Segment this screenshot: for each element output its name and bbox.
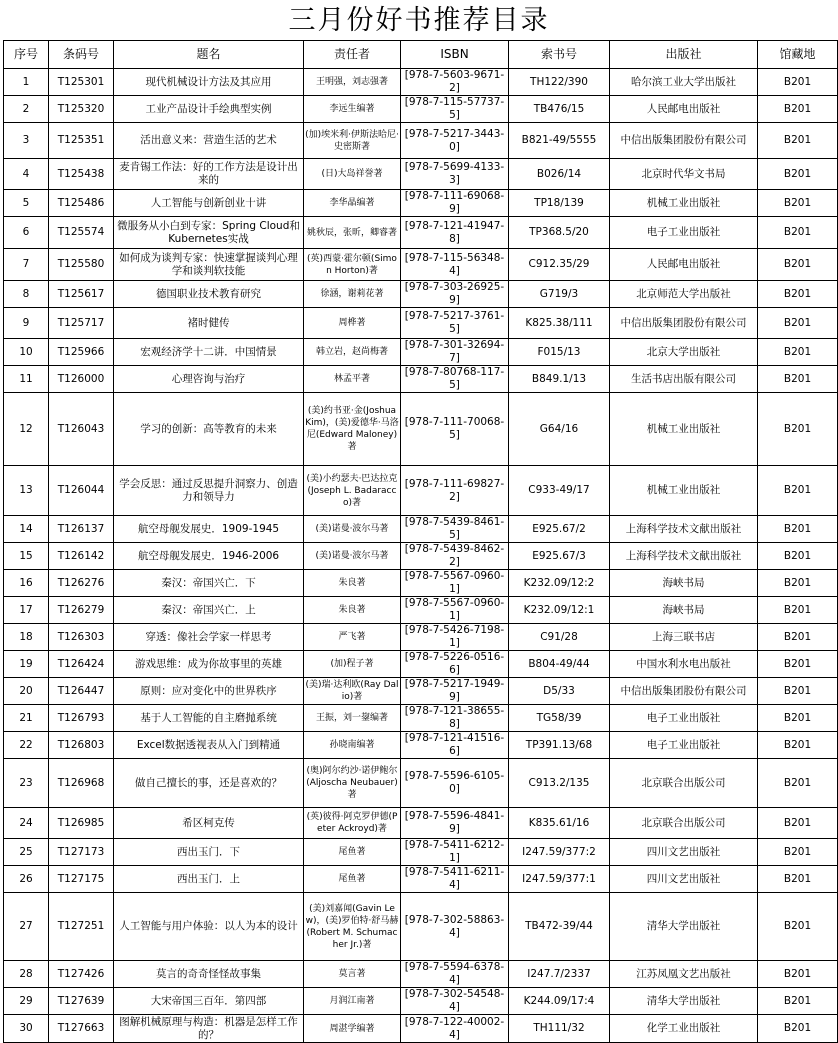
row-author: 周湛学编著 — [304, 1015, 401, 1043]
row-seq: 8 — [4, 281, 49, 308]
row-publisher: 海峡书局 — [610, 597, 758, 624]
col-header-location: 馆藏地 — [758, 41, 838, 69]
row-author: (美)约书亚·金(Joshua Kim)，(美)爱德华·马洛尼(Edward Maloney)著 — [304, 393, 401, 466]
row-seq: 21 — [4, 705, 49, 732]
table-row — [4, 123, 838, 159]
row-title: 做自己擅长的事，还是喜欢的？ — [114, 759, 304, 808]
row-isbn: [978-7-121-41947-8] — [401, 217, 509, 249]
row-author: 朱良著 — [304, 597, 401, 624]
row-location: B201 — [758, 281, 838, 308]
table-row — [4, 759, 838, 808]
row-isbn: [978-7-111-70068-5] — [401, 393, 509, 466]
row-location: B201 — [758, 366, 838, 393]
table-row — [4, 597, 838, 624]
row-callno: TB476/15 — [509, 96, 610, 123]
row-callno: I247.59/377:1 — [509, 866, 610, 893]
row-barcode: T125717 — [49, 308, 114, 339]
col-header-title: 题名 — [114, 41, 304, 69]
row-publisher: 机械工业出版社 — [610, 466, 758, 516]
table-row — [4, 543, 838, 570]
row-seq: 15 — [4, 543, 49, 570]
row-location: B201 — [758, 624, 838, 651]
table-row — [4, 570, 838, 597]
row-publisher: 电子工业出版社 — [610, 217, 758, 249]
row-author: 莫言著 — [304, 961, 401, 988]
row-barcode: T126276 — [49, 570, 114, 597]
row-author: 王明强，刘志强著 — [304, 69, 401, 96]
row-barcode: T125617 — [49, 281, 114, 308]
row-isbn: [978-7-111-69827-2] — [401, 466, 509, 516]
row-seq: 17 — [4, 597, 49, 624]
row-title: 穿透：像社会学家一样思考 — [114, 624, 304, 651]
row-seq: 29 — [4, 988, 49, 1015]
row-author: 严飞著 — [304, 624, 401, 651]
table-row — [4, 678, 838, 705]
row-isbn: [978-7-5226-0516-6] — [401, 651, 509, 678]
row-seq: 2 — [4, 96, 49, 123]
row-seq: 24 — [4, 808, 49, 839]
row-barcode: T125320 — [49, 96, 114, 123]
table-row — [4, 732, 838, 759]
row-title: 活出意义来：营造生活的艺术 — [114, 123, 304, 159]
header-row — [4, 41, 838, 69]
row-title: 人工智能与用户体验：以人为本的设计 — [114, 893, 304, 961]
row-publisher: 中信出版集团股份有限公司 — [610, 308, 758, 339]
row-seq: 3 — [4, 123, 49, 159]
table-row — [4, 393, 838, 466]
row-isbn: [978-7-5426-7198-1] — [401, 624, 509, 651]
row-author: 姚秋辰，张昕，卿睿著 — [304, 217, 401, 249]
row-author: (加)埃米利·伊斯法哈尼·史密斯著 — [304, 123, 401, 159]
row-location: B201 — [758, 393, 838, 466]
row-publisher: 北京师范大学出版社 — [610, 281, 758, 308]
row-location: B201 — [758, 190, 838, 217]
row-isbn: [978-7-5567-0960-1] — [401, 570, 509, 597]
row-author: 尾鱼著 — [304, 839, 401, 866]
row-publisher: 四川文艺出版社 — [610, 839, 758, 866]
row-callno: C913.2/135 — [509, 759, 610, 808]
row-seq: 5 — [4, 190, 49, 217]
row-callno: K835.61/16 — [509, 808, 610, 839]
row-barcode: T126424 — [49, 651, 114, 678]
row-callno: G64/16 — [509, 393, 610, 466]
row-seq: 11 — [4, 366, 49, 393]
row-location: B201 — [758, 651, 838, 678]
row-title: 秦汉：帝国兴亡．上 — [114, 597, 304, 624]
table-row — [4, 69, 838, 96]
row-publisher: 清华大学出版社 — [610, 893, 758, 961]
row-publisher: 机械工业出版社 — [610, 190, 758, 217]
col-header-isbn: ISBN — [401, 41, 509, 69]
row-title: 心理咨询与治疗 — [114, 366, 304, 393]
row-title: 游戏思维：成为你故事里的英雄 — [114, 651, 304, 678]
row-seq: 9 — [4, 308, 49, 339]
row-seq: 10 — [4, 339, 49, 366]
row-publisher: 电子工业出版社 — [610, 732, 758, 759]
row-seq: 12 — [4, 393, 49, 466]
row-callno: D5/33 — [509, 678, 610, 705]
row-barcode: T127639 — [49, 988, 114, 1015]
row-title: 基于人工智能的自主磨抛系统 — [114, 705, 304, 732]
row-publisher: 北京联合出版公司 — [610, 759, 758, 808]
row-isbn: [978-7-5603-9671-2] — [401, 69, 509, 96]
row-isbn: [978-7-5439-8461-5] — [401, 516, 509, 543]
table-row — [4, 705, 838, 732]
row-isbn: [978-7-5596-6105-0] — [401, 759, 509, 808]
row-isbn: [978-7-5567-0960-1] — [401, 597, 509, 624]
row-publisher: 江苏凤凰文艺出版社 — [610, 961, 758, 988]
row-title: 原则：应对变化中的世界秩序 — [114, 678, 304, 705]
table-row — [4, 1015, 838, 1043]
row-isbn: [978-7-5411-6211-4] — [401, 866, 509, 893]
row-isbn: [978-7-302-54548-4] — [401, 988, 509, 1015]
row-seq: 28 — [4, 961, 49, 988]
row-callno: C91/28 — [509, 624, 610, 651]
row-barcode: T126447 — [49, 678, 114, 705]
row-location: B201 — [758, 597, 838, 624]
row-location: B201 — [758, 705, 838, 732]
row-author: 林孟平著 — [304, 366, 401, 393]
row-author: 李远生编著 — [304, 96, 401, 123]
row-barcode: T126137 — [49, 516, 114, 543]
table-body — [4, 69, 838, 1043]
row-title: 工业产品设计手绘典型实例 — [114, 96, 304, 123]
row-seq: 30 — [4, 1015, 49, 1043]
table-row — [4, 651, 838, 678]
row-location: B201 — [758, 217, 838, 249]
row-barcode: T125574 — [49, 217, 114, 249]
row-title: 德国职业技术教育研究 — [114, 281, 304, 308]
page-title: 三月份好书推荐目录 — [288, 5, 550, 36]
row-isbn: [978-7-121-38655-8] — [401, 705, 509, 732]
row-author: (日)大岛祥誉著 — [304, 159, 401, 190]
row-location: B201 — [758, 96, 838, 123]
row-publisher: 中国水利水电出版社 — [610, 651, 758, 678]
row-author: (美)瑞·达利欧(Ray Dalio)著 — [304, 678, 401, 705]
row-isbn: [978-7-5699-4133-3] — [401, 159, 509, 190]
row-title: 现代机械设计方法及其应用 — [114, 69, 304, 96]
row-title: 学会反思：通过反思提升洞察力、创造力和领导力 — [114, 466, 304, 516]
row-barcode: T126303 — [49, 624, 114, 651]
table-row — [4, 839, 838, 866]
row-author: 王振，刘一鋆编著 — [304, 705, 401, 732]
row-title: 秦汉：帝国兴亡．下 — [114, 570, 304, 597]
row-callno: K244.09/17:4 — [509, 988, 610, 1015]
row-callno: B821-49/5555 — [509, 123, 610, 159]
row-seq: 20 — [4, 678, 49, 705]
table-row — [4, 249, 838, 281]
row-publisher: 海峡书局 — [610, 570, 758, 597]
row-title: 学习的创新：高等教育的未来 — [114, 393, 304, 466]
row-isbn: [978-7-115-56348-4] — [401, 249, 509, 281]
row-barcode: T127251 — [49, 893, 114, 961]
row-publisher: 电子工业出版社 — [610, 705, 758, 732]
row-title: 莫言的奇奇怪怪故事集 — [114, 961, 304, 988]
row-callno: C912.35/29 — [509, 249, 610, 281]
row-callno: F015/13 — [509, 339, 610, 366]
row-location: B201 — [758, 866, 838, 893]
row-isbn: [978-7-303-26925-9] — [401, 281, 509, 308]
row-seq: 19 — [4, 651, 49, 678]
table-row — [4, 159, 838, 190]
col-header-seq: 序号 — [4, 41, 49, 69]
row-publisher: 哈尔滨工业大学出版社 — [610, 69, 758, 96]
row-author: (美)刘嘉闻(Gavin Lew)，(美)罗伯特·舒马赫(Robert M. Schumacher Jr.)著 — [304, 893, 401, 961]
row-isbn: [978-7-80768-117-5] — [401, 366, 509, 393]
row-author: 月润江南著 — [304, 988, 401, 1015]
row-author: 韩立岩，赵尚梅著 — [304, 339, 401, 366]
row-author: (美)诺曼·波尔马著 — [304, 516, 401, 543]
row-author: 周桦著 — [304, 308, 401, 339]
row-title: 大宋帝国三百年．第四部 — [114, 988, 304, 1015]
row-callno: G719/3 — [509, 281, 610, 308]
row-location: B201 — [758, 308, 838, 339]
row-title: 航空母舰发展史．1946-2006 — [114, 543, 304, 570]
row-author: 尾鱼著 — [304, 866, 401, 893]
table-row — [4, 893, 838, 961]
row-location: B201 — [758, 249, 838, 281]
row-location: B201 — [758, 69, 838, 96]
row-location: B201 — [758, 516, 838, 543]
row-barcode: T126043 — [49, 393, 114, 466]
row-barcode: T126803 — [49, 732, 114, 759]
row-isbn: [978-7-111-69068-9] — [401, 190, 509, 217]
row-isbn: [978-7-5596-4841-9] — [401, 808, 509, 839]
row-barcode: T126044 — [49, 466, 114, 516]
row-author: 李华晶编著 — [304, 190, 401, 217]
row-callno: C933-49/17 — [509, 466, 610, 516]
row-publisher: 化学工业出版社 — [610, 1015, 758, 1043]
row-author: 徐涵，谢莉花著 — [304, 281, 401, 308]
row-seq: 13 — [4, 466, 49, 516]
row-seq: 16 — [4, 570, 49, 597]
row-location: B201 — [758, 961, 838, 988]
row-publisher: 北京大学出版社 — [610, 339, 758, 366]
table-row — [4, 866, 838, 893]
row-title: 麦肯锡工作法：好的工作方法是设计出来的 — [114, 159, 304, 190]
row-callno: E925.67/3 — [509, 543, 610, 570]
row-callno: B804-49/44 — [509, 651, 610, 678]
row-barcode: T125351 — [49, 123, 114, 159]
row-title: 褚时健传 — [114, 308, 304, 339]
row-seq: 18 — [4, 624, 49, 651]
row-barcode: T125438 — [49, 159, 114, 190]
row-callno: K825.38/111 — [509, 308, 610, 339]
row-barcode: T127426 — [49, 961, 114, 988]
row-location: B201 — [758, 466, 838, 516]
row-seq: 14 — [4, 516, 49, 543]
row-barcode: T125486 — [49, 190, 114, 217]
row-publisher: 四川文艺出版社 — [610, 866, 758, 893]
row-title: 人工智能与创新创业十讲 — [114, 190, 304, 217]
row-seq: 27 — [4, 893, 49, 961]
col-header-author: 责任者 — [304, 41, 401, 69]
row-publisher: 生活书店出版有限公司 — [610, 366, 758, 393]
table-row — [4, 961, 838, 988]
row-isbn: [978-7-115-57737-5] — [401, 96, 509, 123]
row-callno: TH122/390 — [509, 69, 610, 96]
row-isbn: [978-7-5439-8462-2] — [401, 543, 509, 570]
row-title: 西出玉门．上 — [114, 866, 304, 893]
row-barcode: T127173 — [49, 839, 114, 866]
col-header-barcode: 条码号 — [49, 41, 114, 69]
row-callno: B849.1/13 — [509, 366, 610, 393]
row-author: (美)小约瑟夫·巴达拉克(Joseph L. Badaracco)著 — [304, 466, 401, 516]
row-seq: 22 — [4, 732, 49, 759]
row-isbn: [978-7-5217-3761-5] — [401, 308, 509, 339]
table-row — [4, 96, 838, 123]
row-barcode: T125301 — [49, 69, 114, 96]
row-author: (美)诺曼·波尔马著 — [304, 543, 401, 570]
row-isbn: [978-7-5411-6212-1] — [401, 839, 509, 866]
row-callno: I247.59/377:2 — [509, 839, 610, 866]
row-publisher: 中信出版集团股份有限公司 — [610, 123, 758, 159]
row-publisher: 上海科学技术文献出版社 — [610, 543, 758, 570]
row-location: B201 — [758, 339, 838, 366]
row-barcode: T126793 — [49, 705, 114, 732]
table-row — [4, 366, 838, 393]
row-author: 朱良著 — [304, 570, 401, 597]
table-row — [4, 281, 838, 308]
row-publisher: 人民邮电出版社 — [610, 249, 758, 281]
table-row — [4, 988, 838, 1015]
table-row — [4, 516, 838, 543]
row-isbn: [978-7-301-32694-7] — [401, 339, 509, 366]
row-title: 微服务从小白到专家：Spring Cloud和Kubernetes实战 — [114, 217, 304, 249]
row-location: B201 — [758, 988, 838, 1015]
row-isbn: [978-7-302-58863-4] — [401, 893, 509, 961]
row-publisher: 上海三联书店 — [610, 624, 758, 651]
row-location: B201 — [758, 893, 838, 961]
row-barcode: T125580 — [49, 249, 114, 281]
row-author: 孙晓南编著 — [304, 732, 401, 759]
row-title: 如何成为谈判专家：快速掌握谈判心理学和谈判软技能 — [114, 249, 304, 281]
row-author: (奥)阿尔约沙·诺伊鲍尔(Aljoscha Neubauer)著 — [304, 759, 401, 808]
row-barcode: T126985 — [49, 808, 114, 839]
row-publisher: 北京联合出版公司 — [610, 808, 758, 839]
row-isbn: [978-7-122-40002-4] — [401, 1015, 509, 1043]
row-author: (英)彼得·阿克罗伊德(Peter Ackroyd)著 — [304, 808, 401, 839]
row-barcode: T126968 — [49, 759, 114, 808]
row-isbn: [978-7-5217-1949-9] — [401, 678, 509, 705]
row-title: 宏观经济学十二讲．中国情景 — [114, 339, 304, 366]
row-barcode: T126142 — [49, 543, 114, 570]
row-publisher: 人民邮电出版社 — [610, 96, 758, 123]
row-title: 希区柯克传 — [114, 808, 304, 839]
row-publisher: 北京时代华文书局 — [610, 159, 758, 190]
row-title: Excel数据透视表从入门到精通 — [114, 732, 304, 759]
book-table — [3, 40, 838, 1043]
row-publisher: 上海科学技术文献出版社 — [610, 516, 758, 543]
table-row — [4, 466, 838, 516]
row-callno: I247.7/2337 — [509, 961, 610, 988]
row-location: B201 — [758, 759, 838, 808]
table-row — [4, 217, 838, 249]
col-header-publisher: 出版社 — [610, 41, 758, 69]
row-location: B201 — [758, 839, 838, 866]
row-title: 西出玉门．下 — [114, 839, 304, 866]
row-barcode: T127175 — [49, 866, 114, 893]
row-callno: TB472-39/44 — [509, 893, 610, 961]
row-location: B201 — [758, 543, 838, 570]
row-isbn: [978-7-5594-6378-4] — [401, 961, 509, 988]
row-seq: 25 — [4, 839, 49, 866]
row-seq: 6 — [4, 217, 49, 249]
row-isbn: [978-7-121-41516-6] — [401, 732, 509, 759]
row-barcode: T126279 — [49, 597, 114, 624]
row-callno: TH111/32 — [509, 1015, 610, 1043]
row-publisher: 清华大学出版社 — [610, 988, 758, 1015]
row-location: B201 — [758, 1015, 838, 1043]
row-seq: 7 — [4, 249, 49, 281]
row-location: B201 — [758, 159, 838, 190]
row-title: 航空母舰发展史．1909-1945 — [114, 516, 304, 543]
row-callno: TP391.13/68 — [509, 732, 610, 759]
table-row — [4, 308, 838, 339]
row-barcode: T127663 — [49, 1015, 114, 1043]
row-callno: K232.09/12:1 — [509, 597, 610, 624]
table-row — [4, 624, 838, 651]
row-isbn: [978-7-5217-3443-0] — [401, 123, 509, 159]
row-callno: B026/14 — [509, 159, 610, 190]
row-callno: TG58/39 — [509, 705, 610, 732]
row-location: B201 — [758, 808, 838, 839]
row-location: B201 — [758, 678, 838, 705]
row-barcode: T126000 — [49, 366, 114, 393]
row-barcode: T125966 — [49, 339, 114, 366]
row-publisher: 机械工业出版社 — [610, 393, 758, 466]
table-row — [4, 190, 838, 217]
row-seq: 4 — [4, 159, 49, 190]
row-author: (英)西蒙·霍尔顿(Simon Horton)著 — [304, 249, 401, 281]
row-callno: E925.67/2 — [509, 516, 610, 543]
row-location: B201 — [758, 123, 838, 159]
row-callno: TP368.5/20 — [509, 217, 610, 249]
table-row — [4, 339, 838, 366]
row-seq: 26 — [4, 866, 49, 893]
row-publisher: 中信出版集团股份有限公司 — [610, 678, 758, 705]
row-location: B201 — [758, 570, 838, 597]
row-title: 图解机械原理与构造：机器是怎样工作的？ — [114, 1015, 304, 1043]
col-header-callno: 索书号 — [509, 41, 610, 69]
row-seq: 23 — [4, 759, 49, 808]
row-callno: K232.09/12:2 — [509, 570, 610, 597]
row-location: B201 — [758, 732, 838, 759]
row-author: (加)程子著 — [304, 651, 401, 678]
table-row — [4, 808, 838, 839]
row-seq: 1 — [4, 69, 49, 96]
row-callno: TP18/139 — [509, 190, 610, 217]
